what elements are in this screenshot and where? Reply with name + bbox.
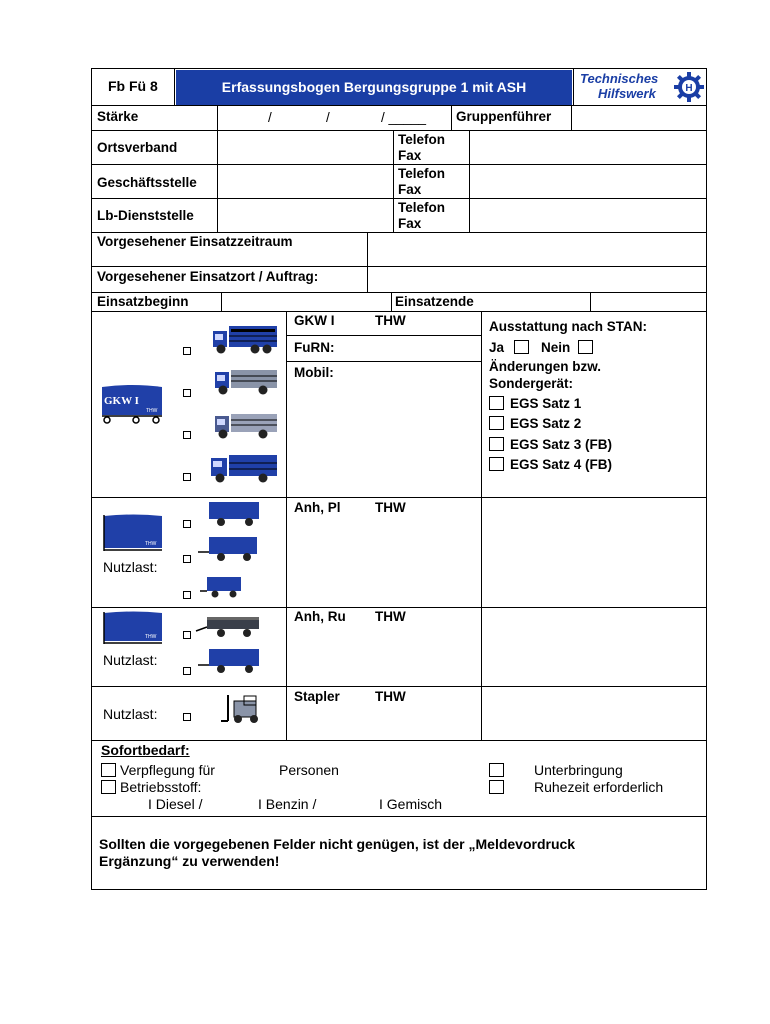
verpflegung-label: Verpflegung für [120,762,215,778]
sofortbedarf-heading: Sofortbedarf: [101,742,190,758]
gkw-sign-small: THW [146,408,158,414]
anh-ru-option-2-checkbox[interactable] [183,667,191,675]
anh-ru-sign-small: THW [145,634,157,640]
anh-ru-option-1-checkbox[interactable] [183,631,191,639]
nein-checkbox[interactable] [578,340,593,354]
einsatzbeginn-field[interactable] [222,292,391,311]
anh-ru-sign-icon [100,610,166,646]
gruppenfuehrer-field[interactable] [572,106,706,130]
anh-pl-option-2-checkbox[interactable] [183,555,191,563]
gruppenfuehrer-label: Gruppenführer [456,109,552,124]
egs-satz-1-label: EGS Satz 1 [510,396,582,411]
anh-pl-trailer-1-icon [205,500,261,528]
einsatzort-label: Vorgesehener Einsatzort / Auftrag: [97,269,319,284]
anh-pl-trailer-3-icon [199,575,245,599]
geschaeftsstelle-fax-label: Fax [398,182,422,197]
gkw-truck-1-icon [211,323,279,355]
egs-satz-3-label: EGS Satz 3 (FB) [510,437,613,452]
footer-note-line-2: Ergänzung“ zu verwenden! [99,853,280,869]
unterbringung-checkbox[interactable] [489,763,504,777]
stapler-vehicle-label: Stapler [294,689,340,704]
logo-text-1: Technisches [580,71,659,86]
lb-dienststelle-field[interactable] [218,199,393,232]
egs-satz-2-label: EGS Satz 2 [510,416,582,431]
staerke-field[interactable]: / / / _____ [268,110,427,125]
geschaeftsstelle-field[interactable] [218,165,393,198]
stapler-nutzlast-label: Nutzlast: [103,706,158,722]
anh-pl-org-label: THW [375,500,406,515]
lb-dienststelle-fax-label: Fax [398,216,422,231]
betriebsstoff-checkbox[interactable] [101,780,116,794]
anh-ru-nutzlast-label: Nutzlast: [103,652,158,668]
geschaeftsstelle-phone-field[interactable] [470,165,706,198]
thw-logo [578,69,706,105]
anh-pl-trailer-2-icon [197,535,259,563]
egs-satz-2-checkbox[interactable] [489,416,504,430]
forklift-icon [220,693,264,725]
egs-satz-2-option[interactable] [489,416,581,431]
anh-pl-nutzlast-label: Nutzlast: [103,559,158,575]
betriebsstoff-option[interactable] [101,779,201,795]
stan-label: Ausstattung nach STAN: [489,319,647,334]
footer-note-line-1: Sollten die vorgegebenen Felder nicht genügen, ist der „Meldevordruck [99,836,576,852]
benzin-label: I Benzin / [258,796,317,812]
lb-dienststelle-telefon-label: Telefon [398,200,445,215]
egs-satz-4-checkbox[interactable] [489,457,504,471]
gkw-truck-3-icon [213,409,279,439]
ja-label: Ja [489,340,505,355]
staerke-label: Stärke [97,109,139,124]
nein-option[interactable] [541,340,599,355]
egs-satz-4-label: EGS Satz 4 (FB) [510,457,613,472]
ruhezeit-option[interactable] [489,779,663,795]
ortsverband-fax-label: Fax [398,148,422,163]
aenderungen-label: Änderungen bzw. [489,359,601,374]
egs-satz-1-option[interactable] [489,396,581,411]
betriebsstoff-label: Betriebsstoff: [120,779,202,795]
personen-label: Personen [279,762,339,778]
gkw-vehicle-label: GKW I [294,313,335,328]
anh-pl-sign-small: THW [145,541,157,547]
mobil-label: Mobil: [294,365,334,380]
gkw-option-1-checkbox[interactable] [183,347,191,355]
einsatzzeitraum-field[interactable] [368,233,706,266]
lb-dienststelle-phone-field[interactable] [470,199,706,232]
furn-label: FuRN: [294,340,335,355]
gkw-org-label: THW [375,313,406,328]
ja-checkbox[interactable] [514,340,529,354]
stapler-option-checkbox[interactable] [183,713,191,721]
einsatzzeitraum-label: Vorgesehener Einsatzzeitraum [97,234,293,249]
einsatzende-field[interactable] [591,292,706,311]
nein-label: Nein [541,340,571,355]
gkw-truck-2-icon [213,365,279,395]
einsatzende-label: Einsatzende [395,294,474,309]
unterbringung-option[interactable] [489,762,623,778]
geschaeftsstelle-telefon-label: Telefon [398,166,445,181]
svg-text:H: H [685,83,693,94]
gkw-option-2-checkbox[interactable] [183,389,191,397]
sondergeraet-label: Sondergerät: [489,376,574,391]
egs-satz-1-checkbox[interactable] [489,396,504,410]
verpflegung-checkbox[interactable] [101,763,116,777]
stapler-org-label: THW [375,689,406,704]
ja-option[interactable] [489,340,535,355]
logo-text-2: Hilfswerk [598,86,656,101]
gemisch-label: I Gemisch [379,796,443,812]
egs-satz-4-option[interactable] [489,457,612,472]
anh-pl-option-1-checkbox[interactable] [183,520,191,528]
anh-ru-org-label: THW [375,609,406,624]
ortsverband-field[interactable] [218,131,393,164]
egs-satz-3-checkbox[interactable] [489,437,504,451]
gkw-option-4-checkbox[interactable] [183,473,191,481]
einsatzort-field[interactable] [368,267,706,292]
anh-pl-sign-icon [100,513,166,553]
diesel-label: I Diesel / [148,796,203,812]
ruhezeit-checkbox[interactable] [489,780,504,794]
egs-satz-3-option[interactable] [489,437,612,452]
form-title: Erfassungsbogen Bergungsgruppe 1 mit ASH [221,79,527,95]
gkw-option-3-checkbox[interactable] [183,431,191,439]
ortsverband-telefon-label: Telefon [398,132,445,147]
anh-ru-trailer-1-icon [195,613,261,641]
einsatzbeginn-label: Einsatzbeginn [97,294,189,309]
ruhezeit-label: Ruhezeit erforderlich [534,779,664,795]
ortsverband-label: Ortsverband [97,140,178,155]
ortsverband-phone-field[interactable] [470,131,706,164]
lb-dienststelle-label: Lb-Dienststelle [97,208,194,223]
geschaeftsstelle-label: Geschäftsstelle [97,175,197,190]
anh-pl-option-3-checkbox[interactable] [183,591,191,599]
gkw-truck-4-icon [209,451,279,483]
verpflegung-option[interactable] [101,762,215,778]
anh-pl-vehicle-label: Anh, Pl [294,500,341,515]
gkw-sign-text: GKW I [104,395,139,407]
anh-ru-trailer-2-icon [197,647,261,675]
thw-cogwheel-icon [674,72,704,102]
form-code: Fb Fü 8 [108,78,158,94]
anh-ru-vehicle-label: Anh, Ru [294,609,346,624]
unterbringung-label: Unterbringung [534,762,623,778]
